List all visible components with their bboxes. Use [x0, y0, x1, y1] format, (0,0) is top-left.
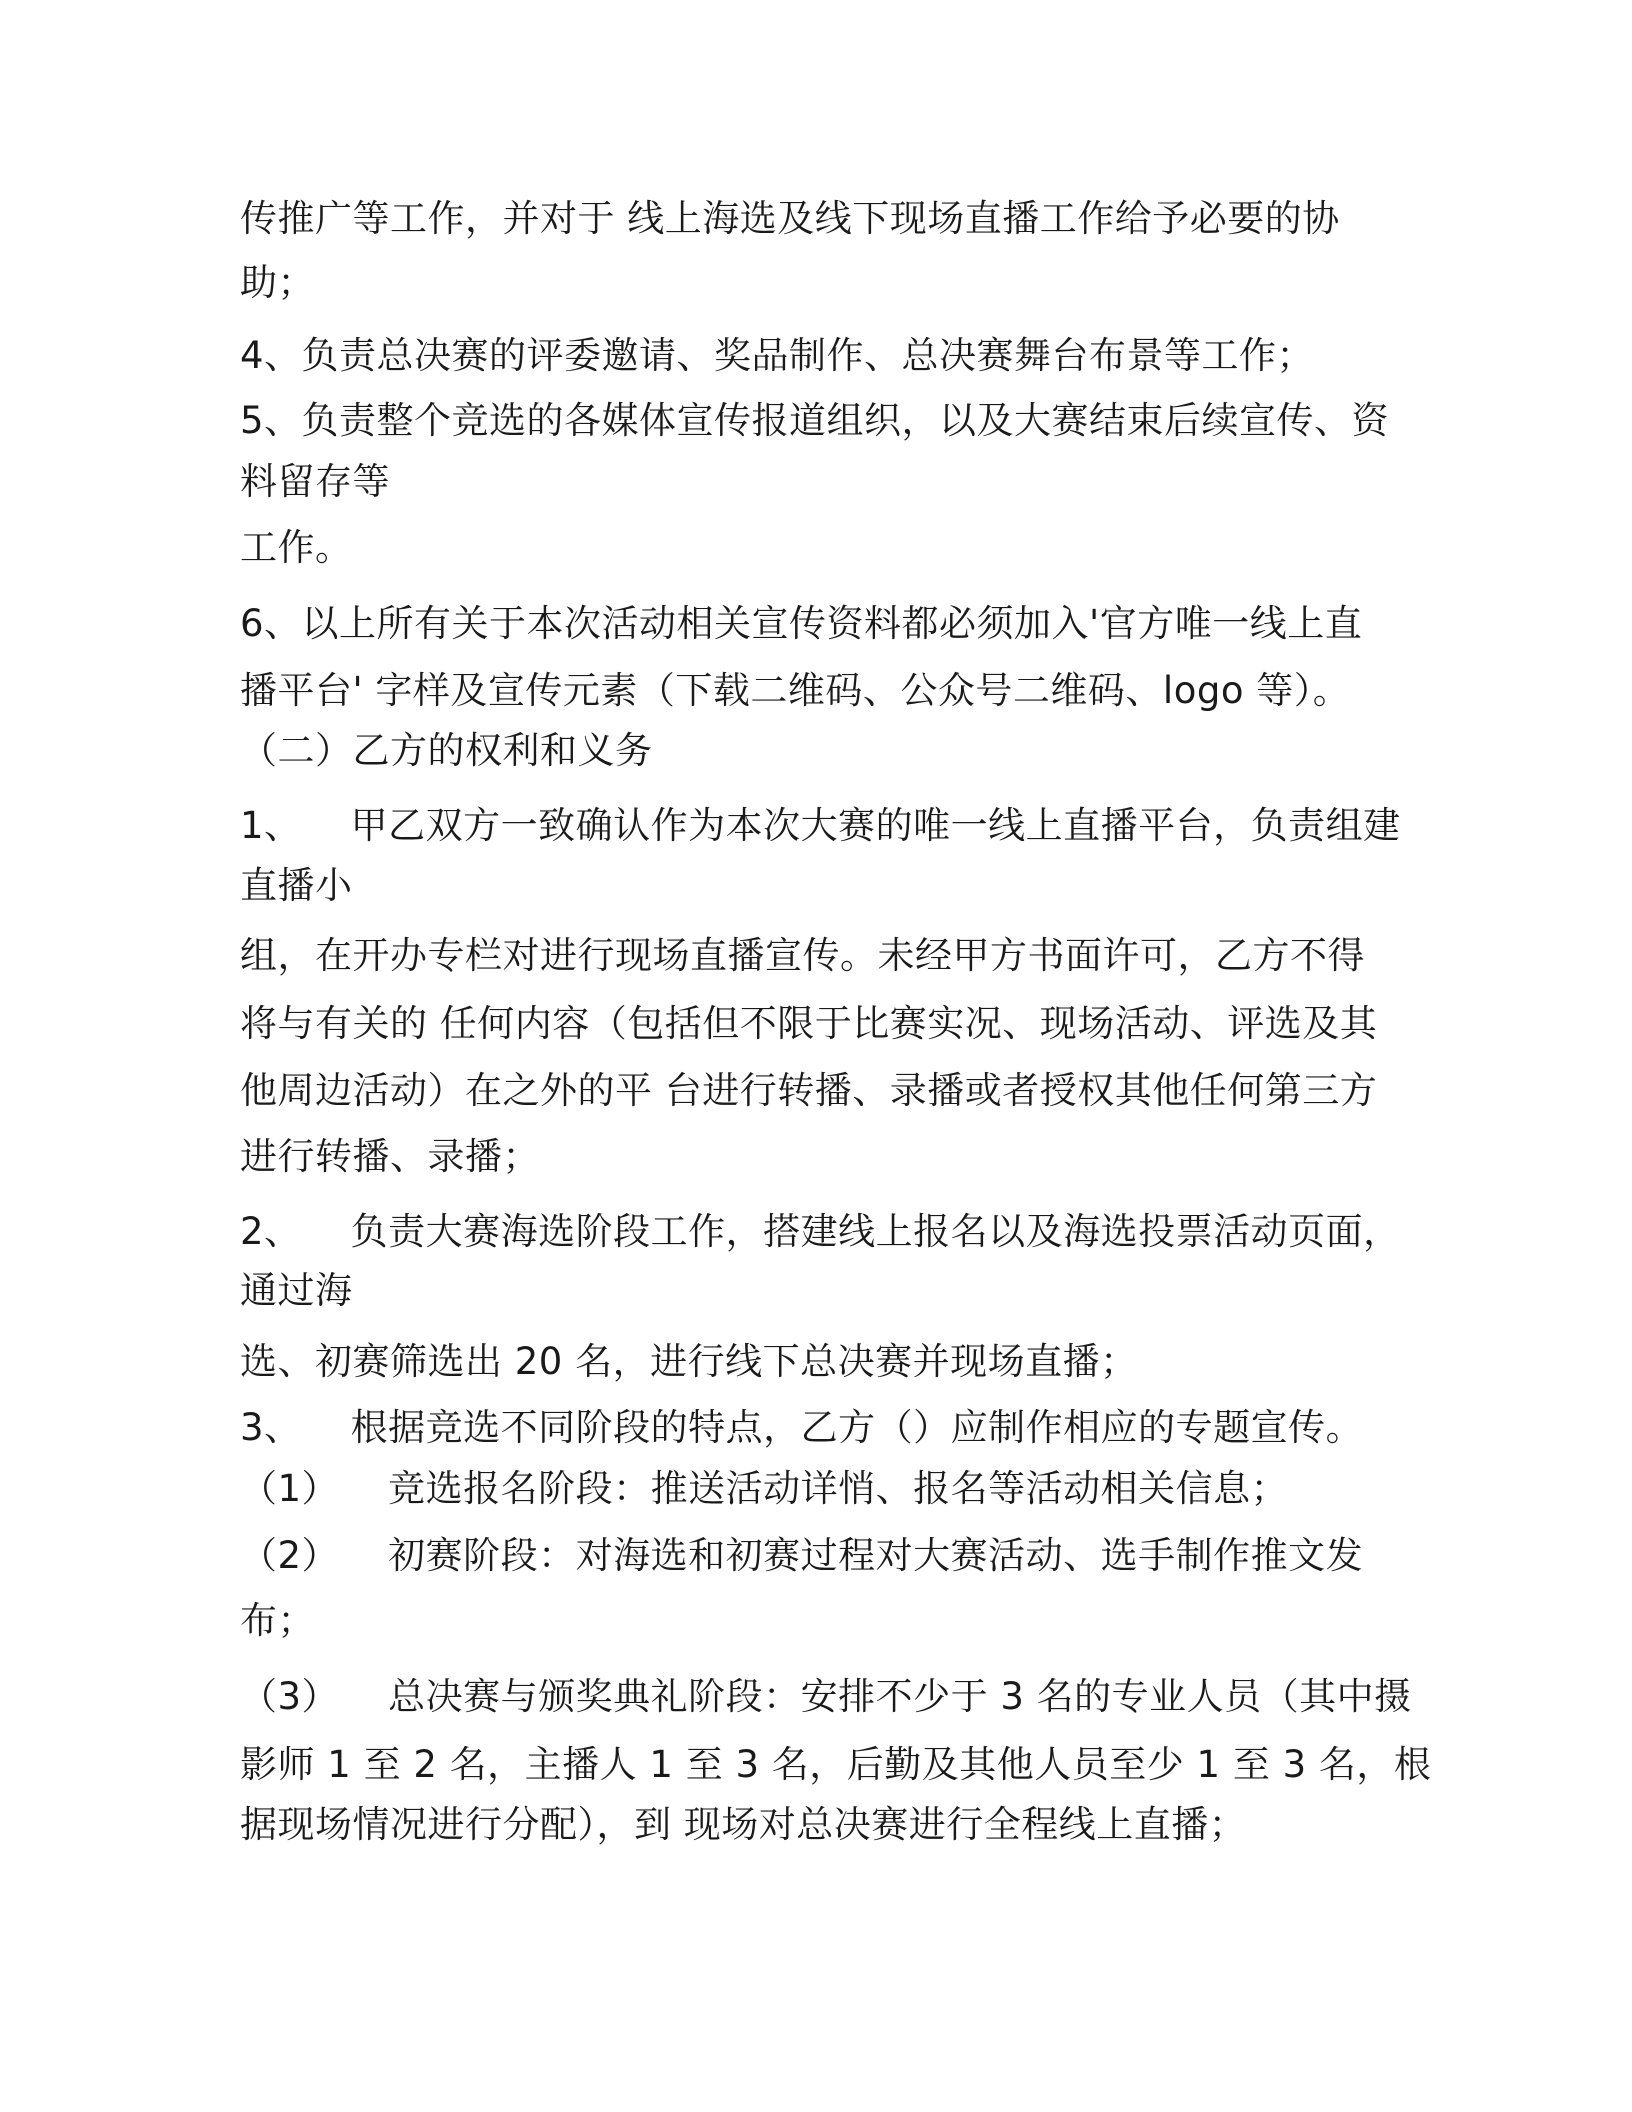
text-line: 通过海 [240, 1269, 353, 1312]
text-line: 料留存等 [240, 460, 390, 503]
text-line: 影师 1 至 2 名，主播人 1 至 3 名，后勤及其他人员至少 1 至 3 名，根 [240, 1743, 1432, 1786]
section-heading: （二）乙方的权利和义务 [240, 729, 653, 772]
text-line: 播平台' 字样及宣传元素（下载二维码、公众号二维码、logo 等）。 [240, 669, 1351, 712]
text-line: （3） 总决赛与颁奖典礼阶段：安排不少于 3 名的专业人员（其中摄 [240, 1675, 1412, 1718]
text-line: 2、 负责大赛海选阶段工作，搭建线上报名以及海选投票活动页面， [240, 1210, 1401, 1253]
text-line: 组，在开办专栏对进行现场直播宣传。未经甲方书面许可，乙方不得 [240, 934, 1365, 977]
text-line: 进行转播、录播； [240, 1135, 540, 1178]
text-line: 5、负责整个竞选的各媒体宣传报道组织，以及大赛结束后续宣传、资 [240, 399, 1390, 442]
text-line: 助； [240, 261, 315, 304]
text-line: 将与有关的 任何内容（包括但不限于比赛实况、现场活动、评选及其 [240, 1002, 1378, 1045]
text-line: 4、负责总决赛的评委邀请、奖品制作、总决赛舞台布景等工作； [240, 334, 1315, 377]
text-line: 工作。 [240, 526, 353, 569]
text-line: （2） 初赛阶段：对海选和初赛过程对大赛活动、选手制作推文发 [240, 1534, 1364, 1577]
text-line: （1） 竞选报名阶段：推送活动详悄、报名等活动相关信息； [240, 1467, 1289, 1510]
text-line: 传推广等工作，并对于 线上海选及线下现场直播工作给予必要的协 [240, 197, 1340, 240]
text-line: 布； [240, 1599, 315, 1642]
text-line: 6、以上所有关于本次活动相关宣传资料都必须加入'官方唯一线上直 [240, 602, 1363, 645]
text-line: 直播小 [240, 864, 353, 907]
text-line: 1、 甲乙双方一致确认作为本次大赛的唯一线上直播平台，负责组建 [240, 804, 1401, 847]
text-line: 据现场情况进行分配），到 现场对总决赛进行全程线上直播； [240, 1803, 1247, 1846]
text-line: 3、 根据竞选不同阶段的特点，乙方（）应制作相应的专题宣传。 [240, 1406, 1364, 1449]
text-line: 选、初赛筛选出 20 名，进行线下总决赛并现场直播； [240, 1340, 1138, 1383]
text-line: 他周边活动）在之外的平 台进行转播、录播或者授权其他任何第三方 [240, 1069, 1378, 1112]
